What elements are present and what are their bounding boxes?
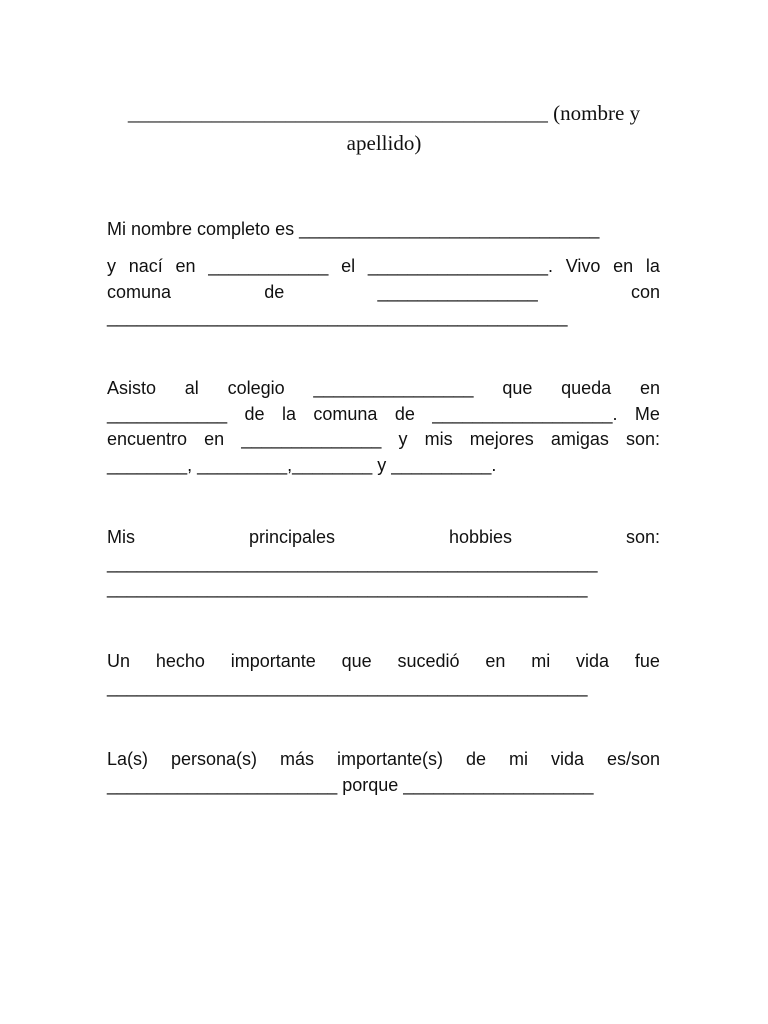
word: más	[280, 749, 315, 769]
school-line	[107, 376, 660, 402]
blank-school-comuna: __________________.	[432, 403, 618, 424]
blank-grade: ______________	[241, 429, 382, 449]
people-line	[107, 747, 660, 773]
word: de	[264, 281, 285, 302]
word: en	[175, 256, 196, 276]
blank-lives-with: ______________________________________________	[107, 307, 568, 327]
blank-birthplace: ____________	[208, 256, 329, 276]
word: encuentro	[107, 429, 188, 449]
word: son:	[625, 527, 660, 547]
word: al	[184, 378, 199, 398]
word: hecho	[155, 651, 205, 671]
word: con	[630, 281, 660, 302]
blank-event: ________________________________________________	[107, 676, 588, 697]
paragraph-important-people	[107, 747, 660, 798]
blank-hobbies-2: ________________________________________________	[107, 578, 588, 598]
full-name-line: Mi nombre completo es ______________________________	[107, 219, 600, 239]
blank-school-location: ____________	[107, 403, 228, 424]
blank-friends: ________, _________,________ y __________.	[107, 454, 497, 475]
word: de	[244, 403, 265, 424]
word: comuna	[107, 281, 172, 302]
blank-school: ________________	[313, 378, 474, 398]
word: comuna	[313, 403, 378, 424]
word: vida	[550, 749, 584, 769]
word: en	[485, 651, 506, 671]
word: en	[613, 256, 634, 276]
word: vida	[576, 651, 610, 671]
blank-birthdate: __________________.	[367, 256, 554, 276]
school-location-line	[107, 402, 660, 428]
name-title-heading	[100, 98, 668, 158]
word: de	[465, 749, 487, 769]
word: importante(s)	[336, 749, 444, 769]
word: que	[502, 378, 533, 398]
word: importante	[230, 651, 316, 671]
birth-line	[107, 254, 660, 280]
word: fue	[634, 651, 660, 671]
word: principales	[248, 527, 335, 547]
word: mejores	[469, 429, 534, 449]
word: es/son	[606, 749, 660, 769]
paragraph-school	[107, 376, 660, 478]
word: colegio	[227, 378, 285, 398]
word: y	[107, 256, 116, 276]
word: nací	[128, 256, 163, 276]
word: Me	[634, 403, 660, 424]
comuna-line	[107, 280, 660, 306]
word: en	[204, 429, 225, 449]
word: mi	[531, 651, 551, 671]
word: de	[394, 403, 415, 424]
grade-friends-line	[107, 427, 660, 453]
word: mis	[424, 429, 453, 449]
paragraph-hobbies	[107, 525, 660, 602]
word: sucedió	[397, 651, 460, 671]
paragraph-full-name	[107, 217, 660, 243]
word: Mis	[107, 527, 135, 547]
word: Un	[107, 651, 131, 671]
word: Vivo	[565, 256, 601, 276]
paragraph-important-event	[107, 649, 660, 700]
word: mi	[508, 749, 528, 769]
title-line-1: ________________________________________ (nombre y	[127, 101, 641, 125]
word: y	[398, 429, 408, 449]
hobbies-line	[107, 525, 660, 551]
word: la	[281, 403, 296, 424]
event-line	[107, 649, 660, 675]
blank-people-reason: _______________________ porque ___________________	[107, 774, 594, 795]
word: la	[645, 256, 660, 276]
blank-comuna: ________________	[377, 281, 538, 302]
blank-hobbies-1: _________________________________________________	[107, 552, 598, 573]
word: son:	[625, 429, 660, 449]
word: el	[341, 256, 356, 276]
paragraph-birth-residence	[107, 254, 660, 331]
word: queda	[561, 378, 612, 398]
title-line-2: apellido)	[346, 131, 422, 155]
word: en	[639, 378, 660, 398]
word: Asisto	[107, 378, 157, 398]
word: amigas	[550, 429, 609, 449]
word: hobbies	[448, 527, 513, 547]
word: La(s)	[107, 749, 149, 769]
word: que	[341, 651, 372, 671]
word: persona(s)	[170, 749, 258, 769]
